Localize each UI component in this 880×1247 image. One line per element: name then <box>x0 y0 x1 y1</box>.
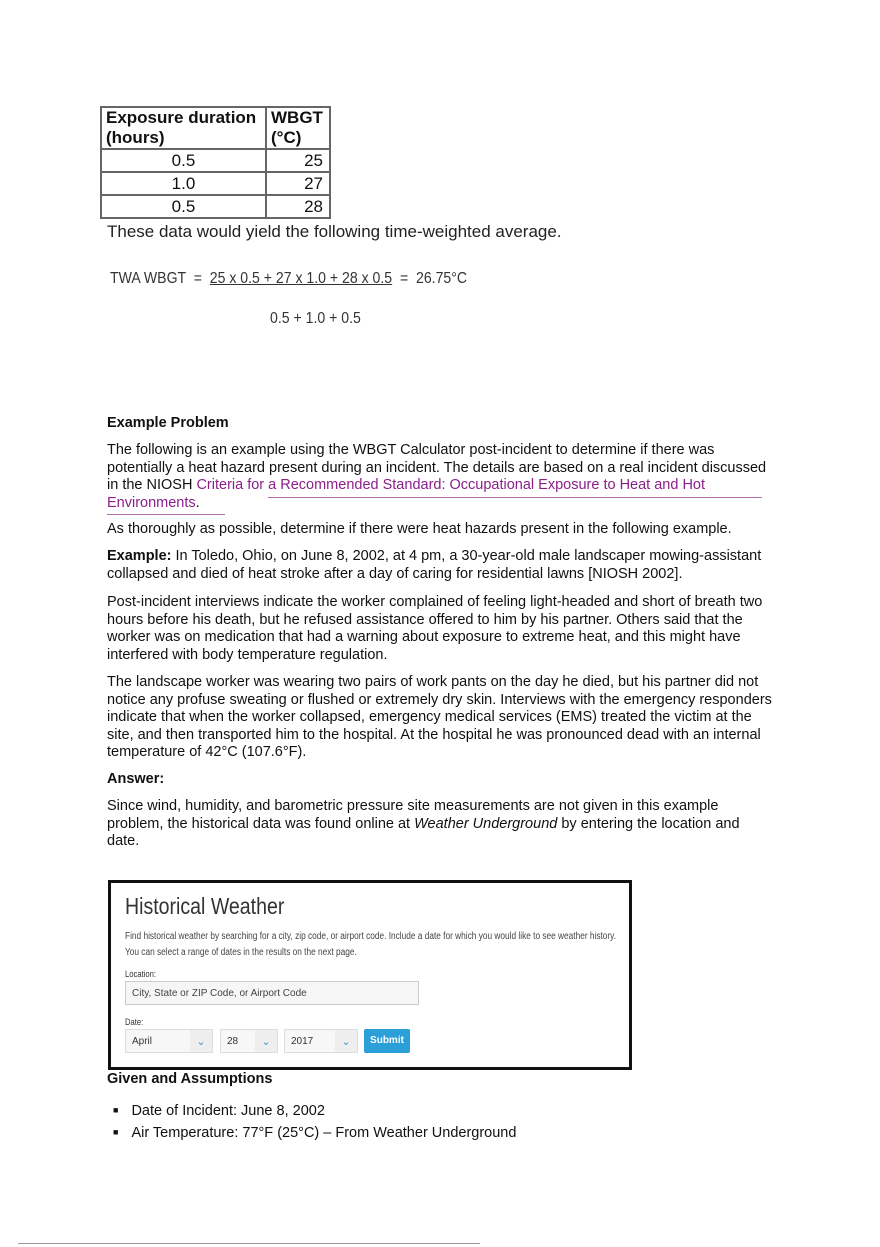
formula-result: = 26.75°C <box>399 270 468 287</box>
table-row <box>101 195 330 218</box>
hw-title: Historical Weather <box>125 893 285 919</box>
paragraph-example <box>107 548 772 583</box>
bullet-icon: ■ <box>113 1127 119 1137</box>
weather-underground-text: Weather Underground <box>414 815 558 832</box>
list-item <box>113 1125 516 1141</box>
location-label: Location: <box>125 969 157 979</box>
text: Date of Incident: June 8, 2002 <box>131 1103 325 1119</box>
hw-description <box>125 929 623 961</box>
header-wbgt: WBGT (°C) <box>266 107 330 149</box>
month-select[interactable] <box>125 1029 213 1053</box>
day-select[interactable] <box>220 1029 278 1053</box>
historical-weather-screenshot <box>108 880 632 1070</box>
formula-lhs: TWA WBGT = <box>110 270 202 287</box>
submit-button[interactable]: Submit <box>364 1029 410 1053</box>
paragraph-answer <box>107 798 772 851</box>
wbgt-table <box>100 106 331 219</box>
year-value: 2017 <box>291 1036 314 1047</box>
month-value: April <box>132 1036 153 1047</box>
chevron-down-icon: ⌄ <box>335 1030 357 1052</box>
cell: 1.0 <box>101 172 266 195</box>
text: In Toledo, Ohio, on June 8, 2002, at 4 pm, a 30-year-old male landscaper mowing-assistant collapsed and died of heat stroke after a day of caring for residential lawns [NIOSH 2002]. <box>107 548 762 582</box>
paragraph-interviews: Post-incident interviews indicate the worker complained of feeling light-headed and short of breath two hours before his death, but he refused assistance offered to him by his partner. Others said that the worker was on medication that had a warning about exposure to extreme heat, and this might have interfered with body temperature regulation. <box>107 594 763 663</box>
example-label: Example: <box>107 548 172 564</box>
paragraph-instructions: As thoroughly as possible, determine if there were heat hazards present in the following example. <box>107 521 732 537</box>
cell: 0.5 <box>101 149 266 172</box>
cell: 25 <box>266 149 330 172</box>
text: Since wind, humidity, and barometric pressure site measurements are not given in this example problem, the historical data was found online at <box>107 798 719 832</box>
chevron-down-icon: ⌄ <box>190 1030 212 1052</box>
given-heading: Given and Assumptions <box>107 1071 273 1087</box>
cell: 28 <box>266 195 330 218</box>
text: by entering the location and date. <box>107 815 740 850</box>
bullet-icon: ■ <box>113 1105 119 1115</box>
table-row <box>101 149 330 172</box>
text: The following is an example using the WBGT Calculator post-incident to determine if there was potentially a heat hazard present during an incident. The details are based on a real incident discussed in the NIOSH <box>107 442 767 494</box>
year-select[interactable] <box>284 1029 358 1053</box>
formula-numerator: 25 x 0.5 + 27 x 1.0 + 28 x 0.5 <box>209 270 393 287</box>
cell: 0.5 <box>101 195 266 218</box>
text: You can select a range of dates in the results on the next page. <box>125 947 357 958</box>
text: . <box>195 494 200 511</box>
formula-denominator: 0.5 + 1.0 + 0.5 <box>270 310 361 327</box>
intro-text: These data would yield the following time-weighted average. <box>107 222 562 241</box>
twa-formula <box>110 270 467 288</box>
day-value: 28 <box>227 1036 239 1047</box>
header-duration: Exposure duration (hours) <box>101 107 266 149</box>
text: Find historical weather by searching for a city, zip code, or airport code. Include a date for which you would like to see weather history. <box>125 931 617 942</box>
list-item <box>113 1103 325 1119</box>
link-underline <box>107 514 225 515</box>
date-label: Date: <box>125 1017 144 1027</box>
chevron-down-icon: ⌄ <box>255 1030 277 1052</box>
location-input[interactable]: City, State or ZIP Code, or Airport Code <box>125 981 419 1005</box>
cell: 27 <box>266 172 330 195</box>
footer-divider <box>18 1243 480 1244</box>
table-row <box>101 172 330 195</box>
answer-heading: Answer: <box>107 771 165 787</box>
paragraph-intro <box>107 442 772 512</box>
link-underline <box>268 497 762 498</box>
paragraph-landscape: The landscape worker was wearing two pairs of work pants on the day he died, but his partner did not notice any profuse sweating or flushed or extremely dry skin. Interviews with the emergency responders indicate that when the worker collapsed, emergency medical services (EMS) treated the victim at the site, and then transported him to the hospital. At the hospital he was pronounced dead with an internal temperature of 42°C (107.6°F). <box>107 674 772 761</box>
text: Air Temperature: 77°F (25°C) – From Weather Underground <box>131 1125 517 1141</box>
example-heading: Example Problem <box>107 415 229 431</box>
niosh-criteria-link[interactable]: Criteria for a Recommended Standard: Occupational Exposure to Heat and Hot Environments <box>107 477 706 511</box>
